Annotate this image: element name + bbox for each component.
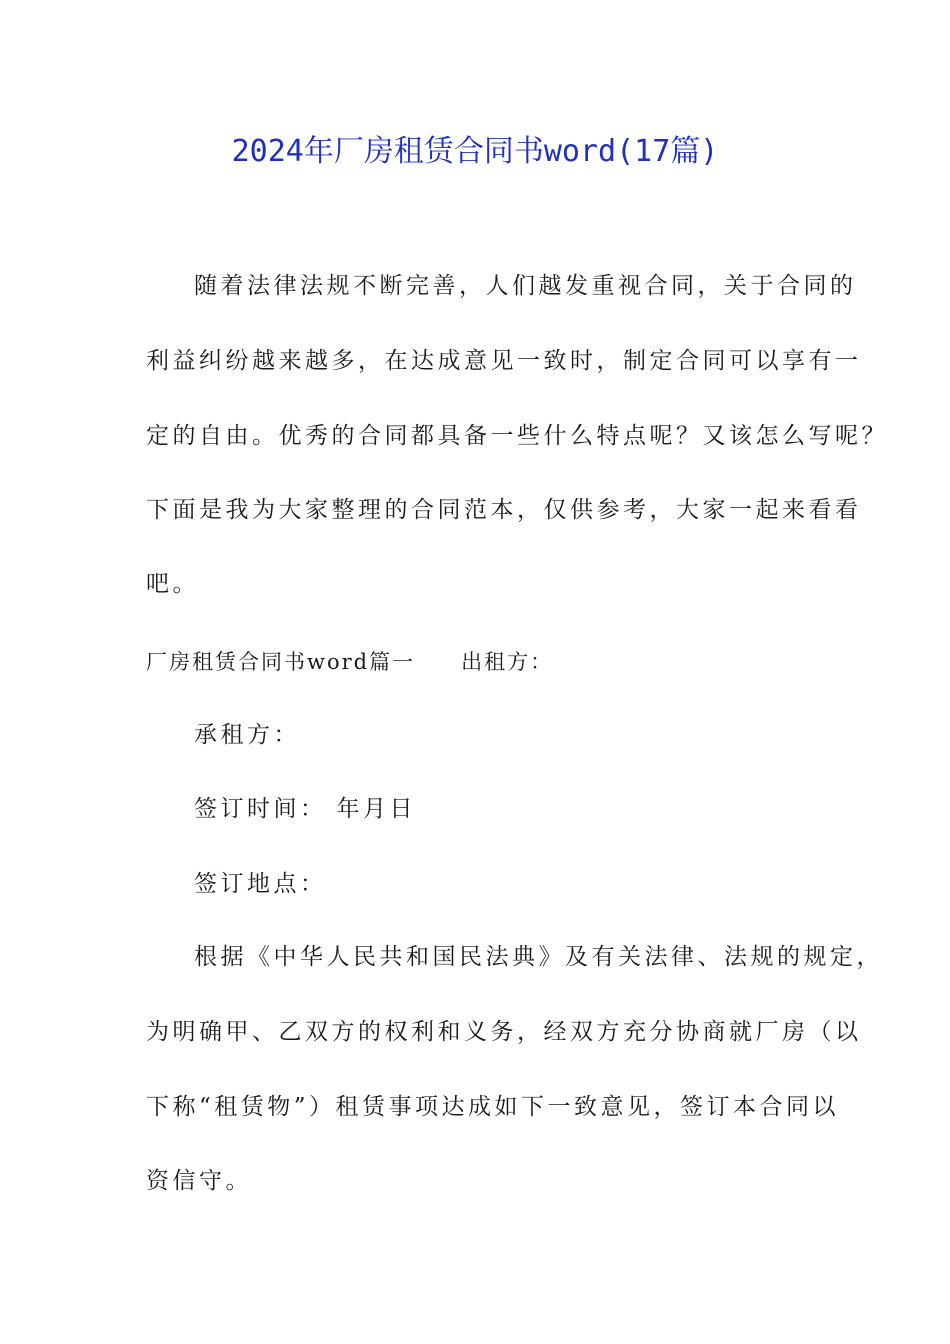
body-line-4: 资信守。 bbox=[146, 1168, 252, 1194]
sign-date-value: 年月日 bbox=[336, 796, 416, 822]
body-line-3: 下称“租赁物”）租赁事项达成如下一致意见，签订本合同以 bbox=[146, 1094, 840, 1120]
intro-line-1: 随着法律法规不断完善，人们越发重视合同，关于合同的 bbox=[194, 273, 857, 299]
intro-line-5: 吧。 bbox=[146, 571, 199, 597]
sign-place-label: 签订地点： bbox=[194, 871, 327, 897]
sign-date-label: 签订时间： bbox=[194, 796, 327, 822]
sign-date-row bbox=[194, 793, 416, 825]
body-line-2: 为明确甲、乙双方的权利和义务，经双方充分协商就厂房（以 bbox=[146, 1019, 862, 1045]
intro-line-4: 下面是我为大家整理的合同范本，仅供参考，大家一起来看看 bbox=[146, 497, 862, 523]
intro-line-3: 定的自由。优秀的合同都具备一些什么特点呢？又该怎么写呢？ bbox=[146, 423, 888, 449]
section-heading-row bbox=[146, 646, 553, 678]
lessee-label: 承租方： bbox=[194, 722, 300, 748]
document-title: 2024年厂房租赁合同书word(17篇) bbox=[231, 134, 719, 169]
section-heading: 厂房租赁合同书word篇一 bbox=[146, 650, 416, 674]
intro-line-2: 利益纠纷越来越多，在达成意见一致时，制定合同可以享有一 bbox=[146, 348, 862, 374]
lessor-label: 出租方： bbox=[461, 650, 554, 674]
body-line-1: 根据《中华人民共和国民法典》及有关法律、法规的规定， bbox=[194, 944, 883, 970]
